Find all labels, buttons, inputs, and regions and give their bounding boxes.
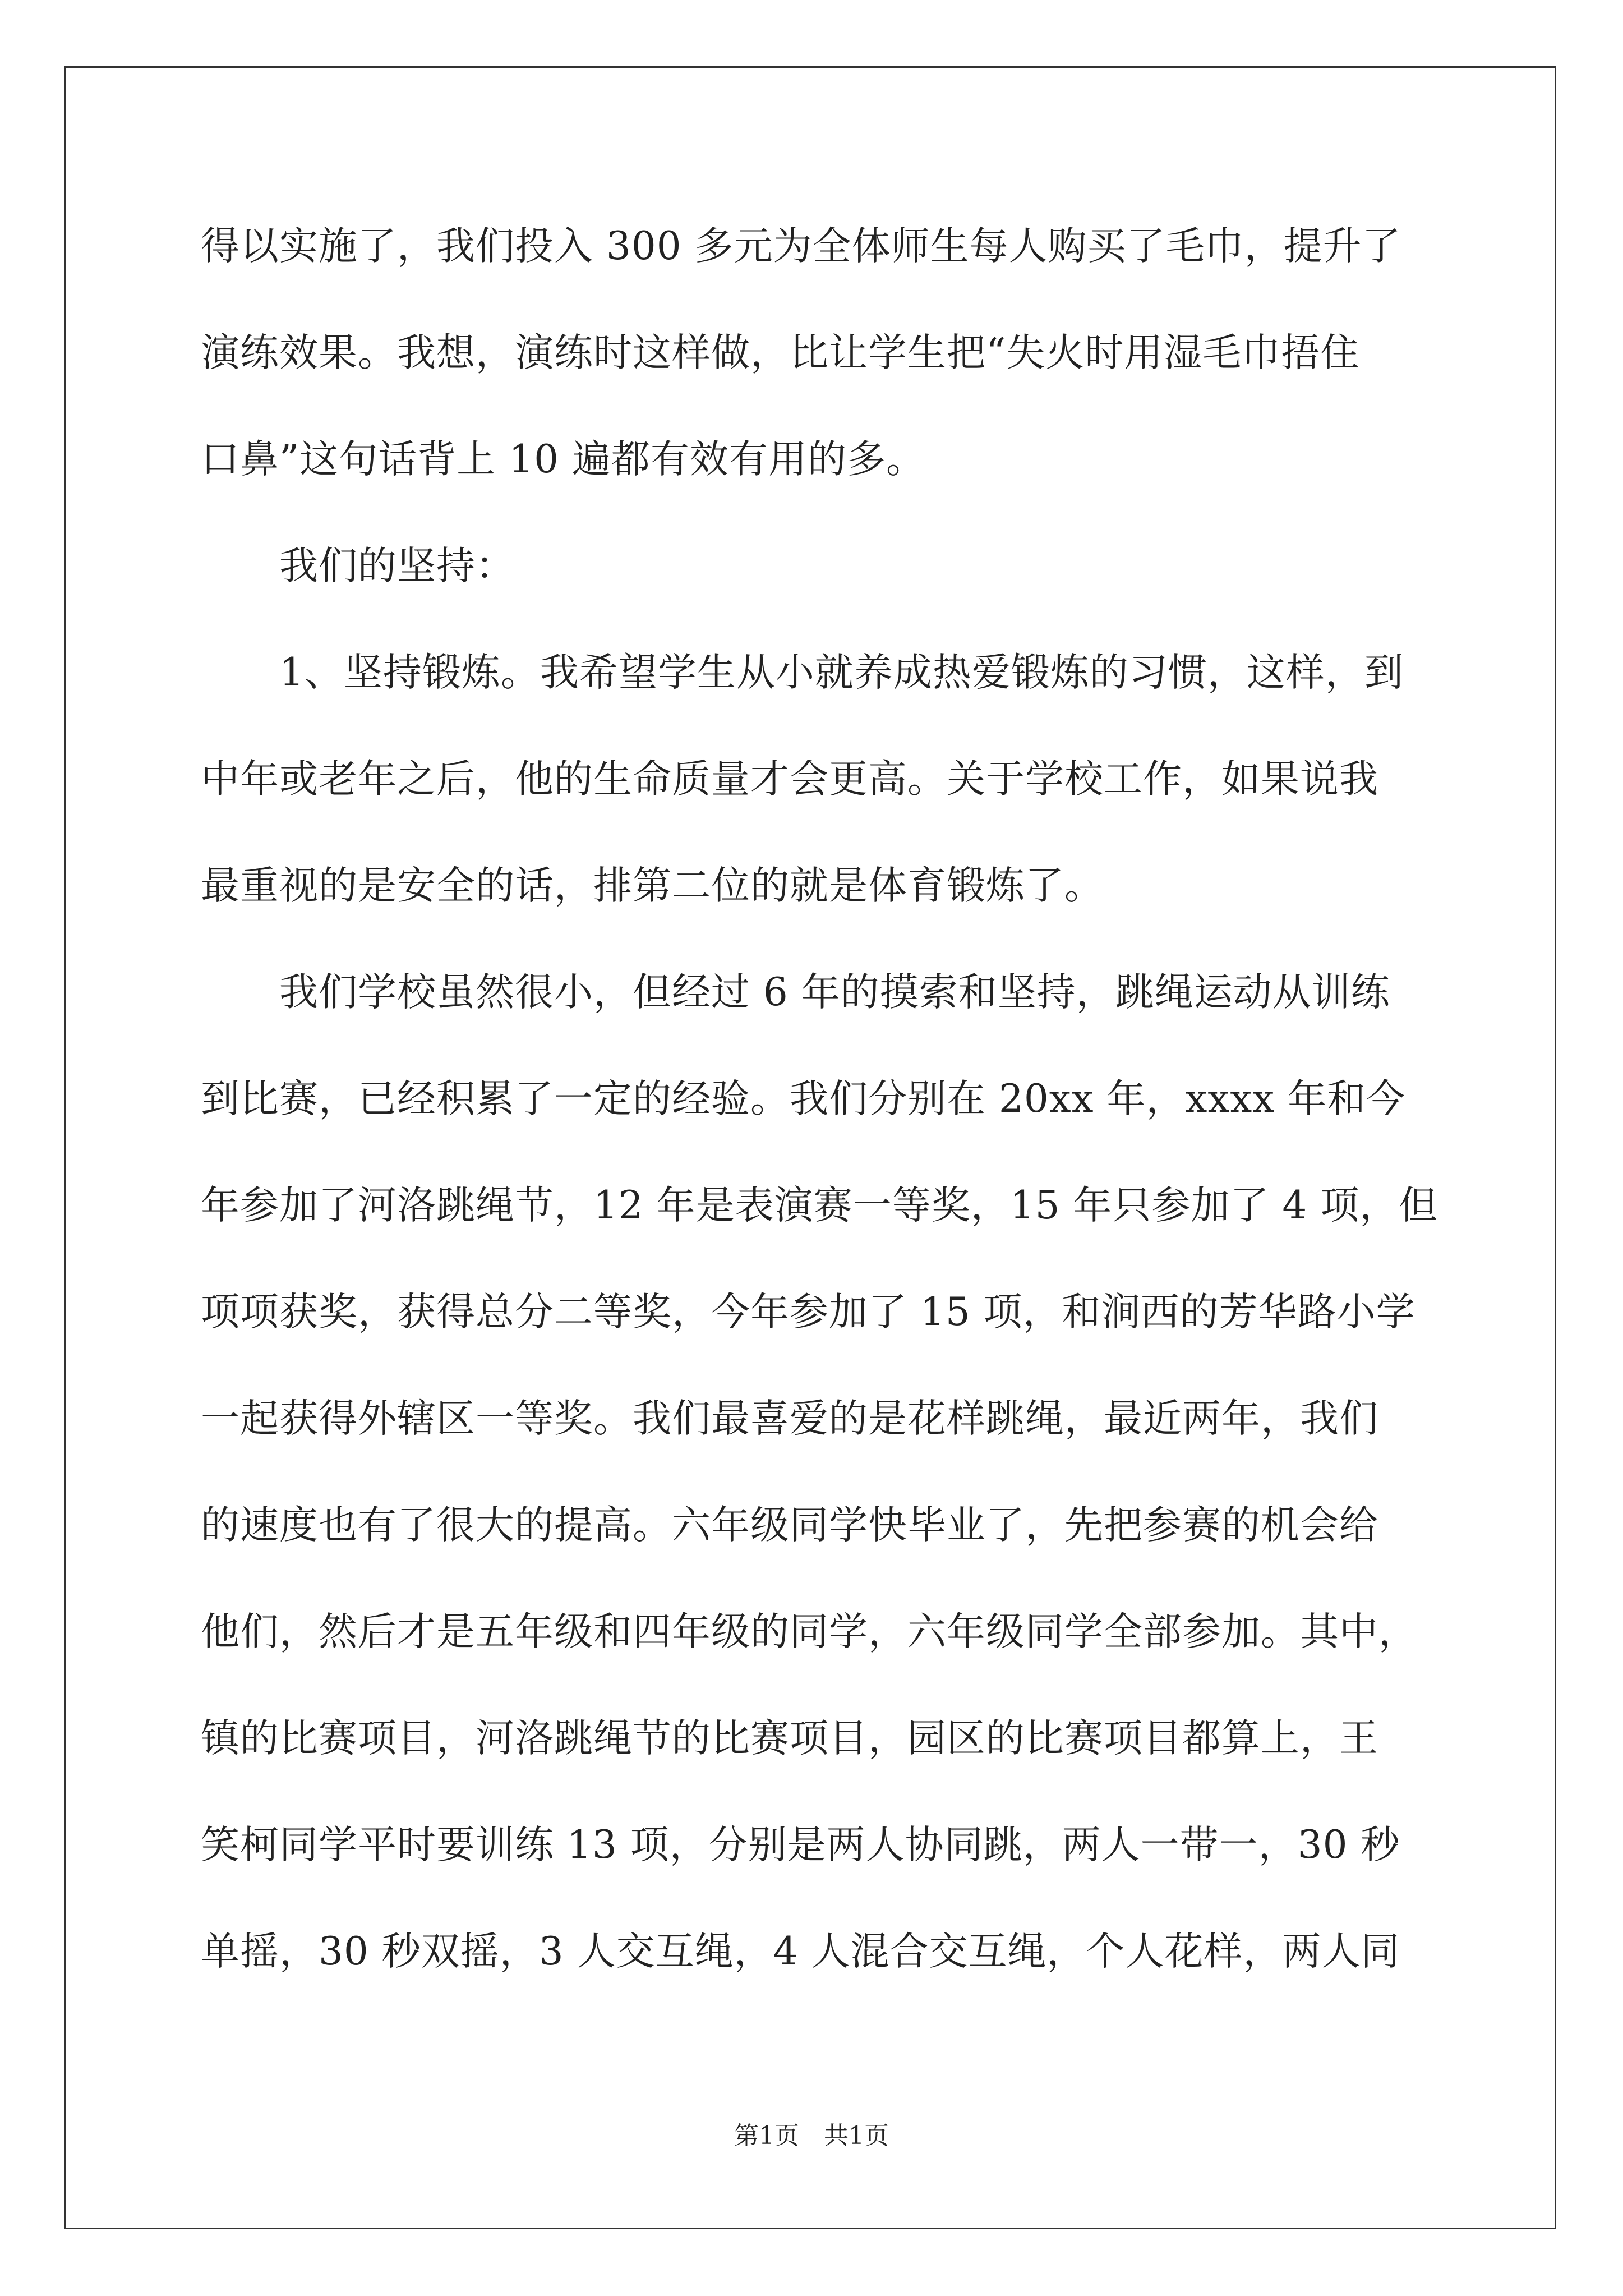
text-line: 最重视的是安全的话，排第二位的就是体育锻炼了。	[201, 863, 1104, 908]
page-number-footer: 第1页 共1页	[734, 2122, 889, 2150]
text-line: 的速度也有了很大的提高。六年级同学快毕业了，先把参赛的机会给	[201, 1503, 1378, 1548]
text-line: 到比赛，已经积累了一定的经验。我们分别在 20xx 年，xxxx 年和今	[201, 1076, 1406, 1121]
text-line: 1、坚持锻炼。我希望学生从小就养成热爱锻炼的习惯，这样，到	[201, 650, 1404, 695]
text-line: 一起获得外辖区一等奖。我们最喜爱的是花样跳绳，最近两年，我们	[201, 1396, 1378, 1441]
text-line: 我们学校虽然很小，但经过 6 年的摸索和坚持，跳绳运动从训练	[201, 970, 1390, 1015]
text-line: 单摇，30 秒双摇，3 人交互绳，4 人混合交互绳，个人花样，两人同	[201, 1929, 1400, 1974]
text-line: 镇的比赛项目，河洛跳绳节的比赛项目，园区的比赛项目都算上，王	[201, 1716, 1378, 1761]
document-body	[201, 215, 1440, 2027]
text-line: 中年或老年之后，他的生命质量才会更高。关于学校工作，如果说我	[201, 757, 1378, 802]
text-line: 项项获奖，获得总分二等奖，今年参加了 15 项，和涧西的芳华路小学	[201, 1290, 1415, 1335]
text-line: 口鼻”这句话背上 10 遍都有效有用的多。	[201, 437, 925, 482]
text-line: 年参加了河洛跳绳节，12 年是表演赛一等奖，15 年只参加了 4 项，但	[201, 1183, 1438, 1228]
text-line: 他们，然后才是五年级和四年级的同学，六年级同学全部参加。其中，	[201, 1609, 1418, 1654]
text-line: 得以实施了，我们投入 300 多元为全体师生每人购买了毛巾，提升了	[201, 224, 1401, 269]
text-line: 笑柯同学平时要训练 13 项，分别是两人协同跳，两人一带一，30 秒	[201, 1823, 1400, 1867]
section-heading: 我们的坚持：	[201, 544, 515, 588]
text-line: 演练效果。我想，演练时这样做，比让学生把“失火时用湿毛巾捂住	[201, 330, 1360, 375]
